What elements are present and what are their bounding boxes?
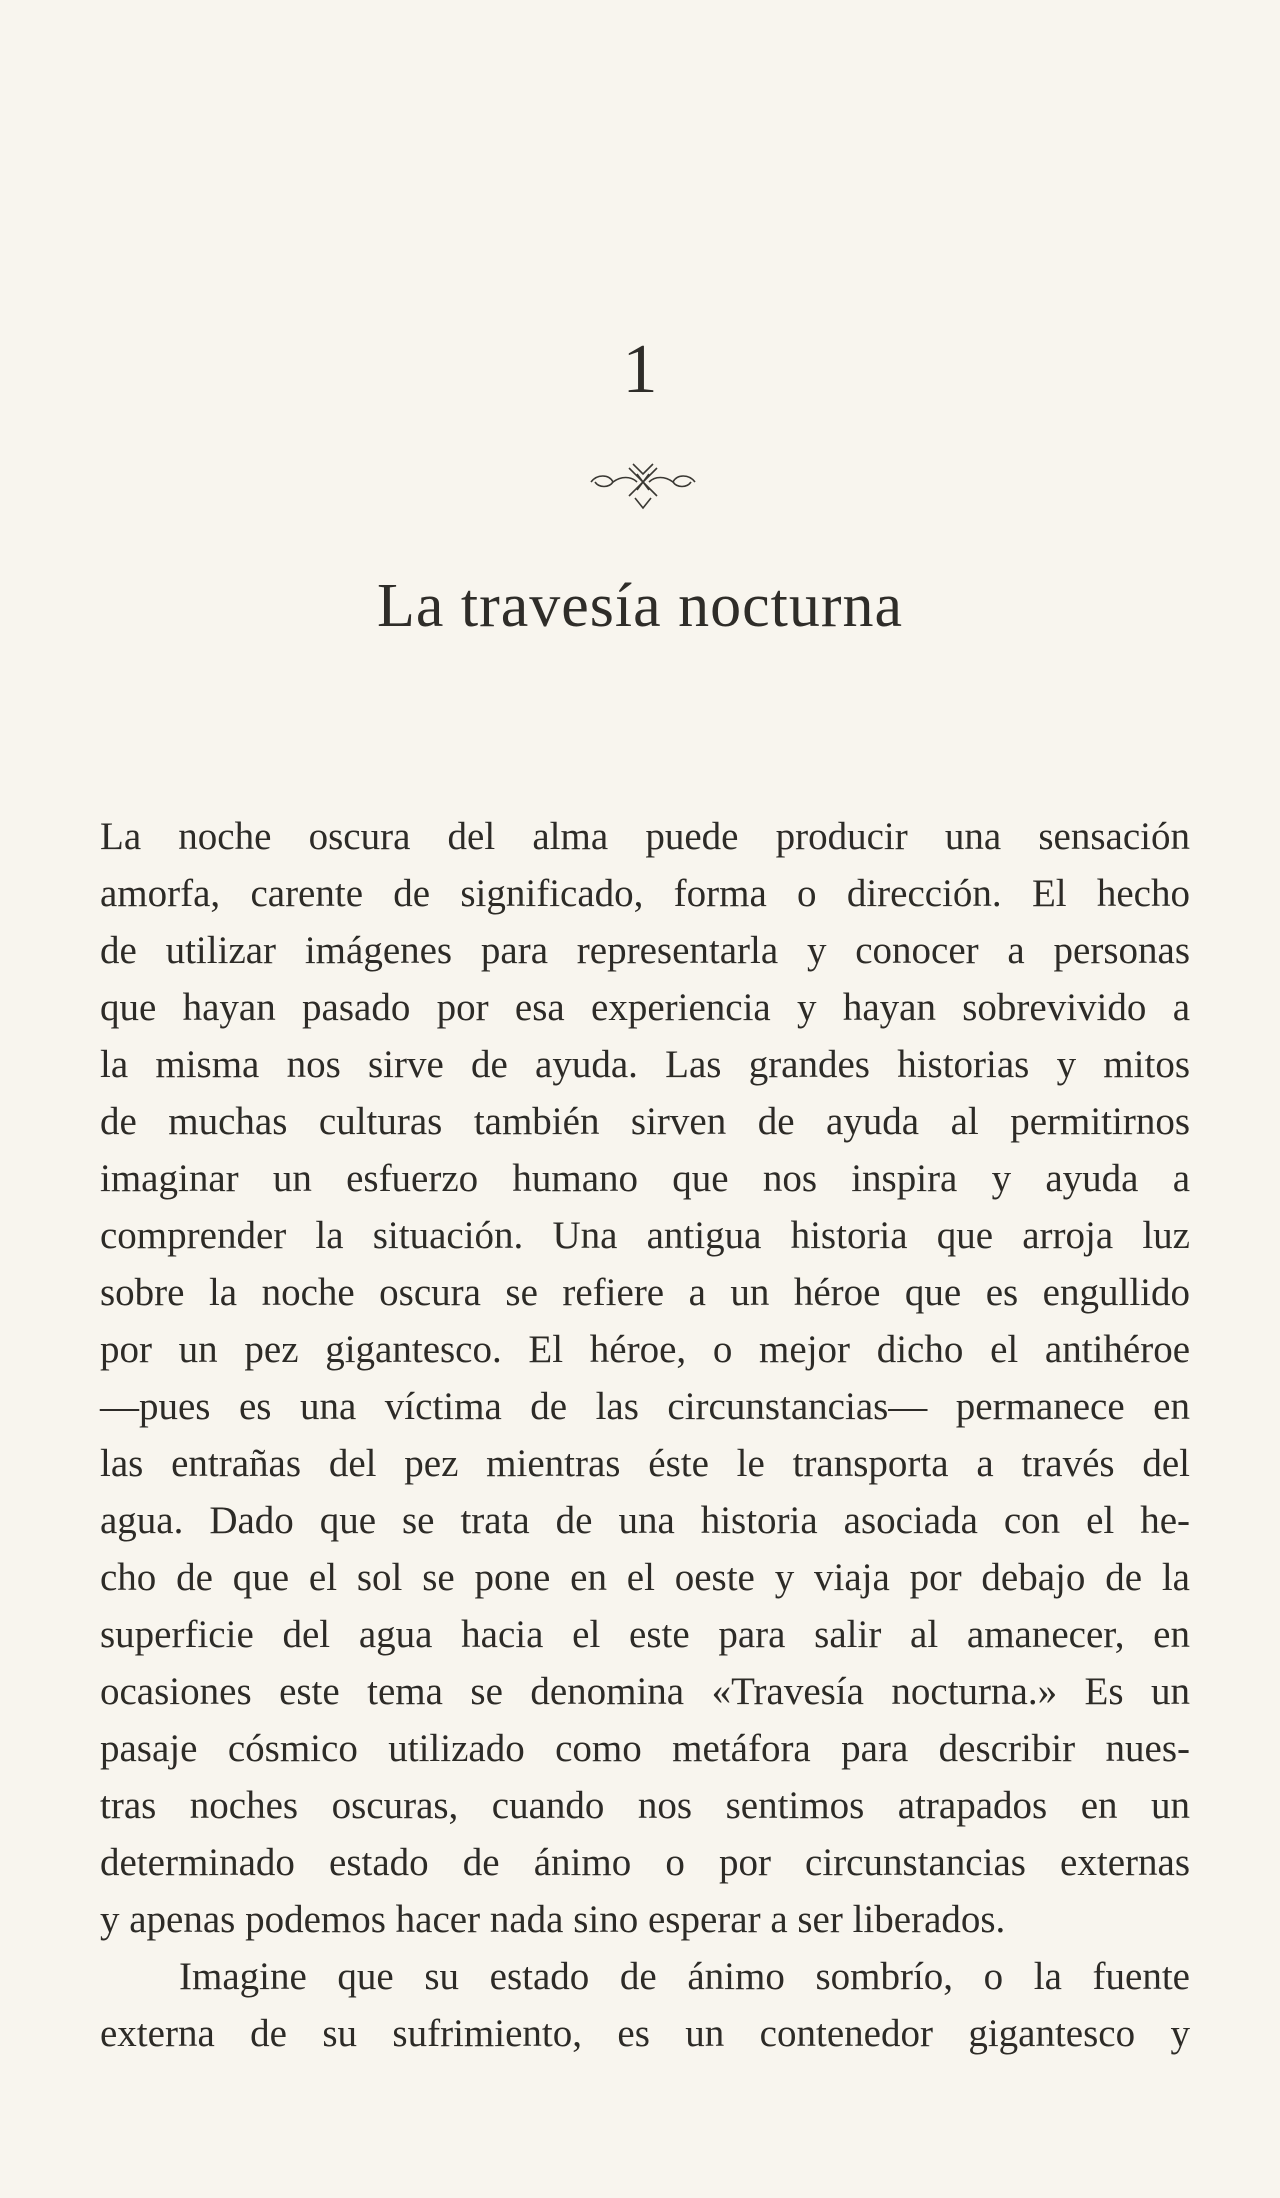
text-line: tras noches oscuras, cuando nos sentimos atrapados en un <box>100 1784 1190 1827</box>
text-line: la misma nos sirve de ayuda. Las grandes historias y mitos <box>100 1043 1190 1086</box>
text-line: por un pez gigantesco. El héroe, o mejor dicho el antihéroe <box>100 1328 1190 1371</box>
text-line: de muchas culturas también sirven de ayuda al permitirnos <box>100 1100 1190 1143</box>
text-line: agua. Dado que se trata de una historia asociada con el he- <box>100 1499 1190 1542</box>
chapter-body <box>100 808 1190 2062</box>
text-line: amorfa, carente de significado, forma o dirección. El hecho <box>100 872 1190 915</box>
text-line: y apenas podemos hacer nada sino esperar a ser liberados. <box>100 1898 1006 1941</box>
text-line: comprender la situación. Una antigua historia que arroja luz <box>100 1214 1190 1257</box>
text-line: imaginar un esfuerzo humano que nos inspira y ayuda a <box>100 1157 1190 1200</box>
text-line: Imagine que su estado de ánimo sombrío, o la fuente <box>179 1955 1190 1998</box>
text-line: determinado estado de ánimo o por circunstancias externas <box>100 1841 1190 1884</box>
text-line: pasaje cósmico utilizado como metáfora para describir nues- <box>100 1727 1190 1770</box>
text-line: cho de que el sol se pone en el oeste y viaja por debajo de la <box>100 1556 1190 1599</box>
text-line: sobre la noche oscura se refiere a un héroe que es engullido <box>100 1271 1190 1314</box>
chapter-title: La travesía nocturna <box>376 572 904 640</box>
text-line: superficie del agua hacia el este para salir al amanecer, en <box>100 1613 1190 1656</box>
text-line: La noche oscura del alma puede producir una sensación <box>100 815 1190 858</box>
text-line: de utilizar imágenes para representarla y conocer a personas <box>100 929 1190 972</box>
text-line: externa de su sufrimiento, es un contenedor gigantesco y <box>100 2012 1190 2055</box>
fleuron-ornament-icon <box>583 452 703 512</box>
text-line: ocasiones este tema se denomina «Travesía nocturna.» Es un <box>100 1670 1190 1713</box>
text-line: que hayan pasado por esa experiencia y hayan sobrevivido a <box>100 986 1190 1029</box>
chapter-number: 1 <box>622 331 658 408</box>
text-line: las entrañas del pez mientras éste le transporta a través del <box>100 1442 1190 1485</box>
text-line: —pues es una víctima de las circunstancias— permanece en <box>100 1385 1190 1428</box>
